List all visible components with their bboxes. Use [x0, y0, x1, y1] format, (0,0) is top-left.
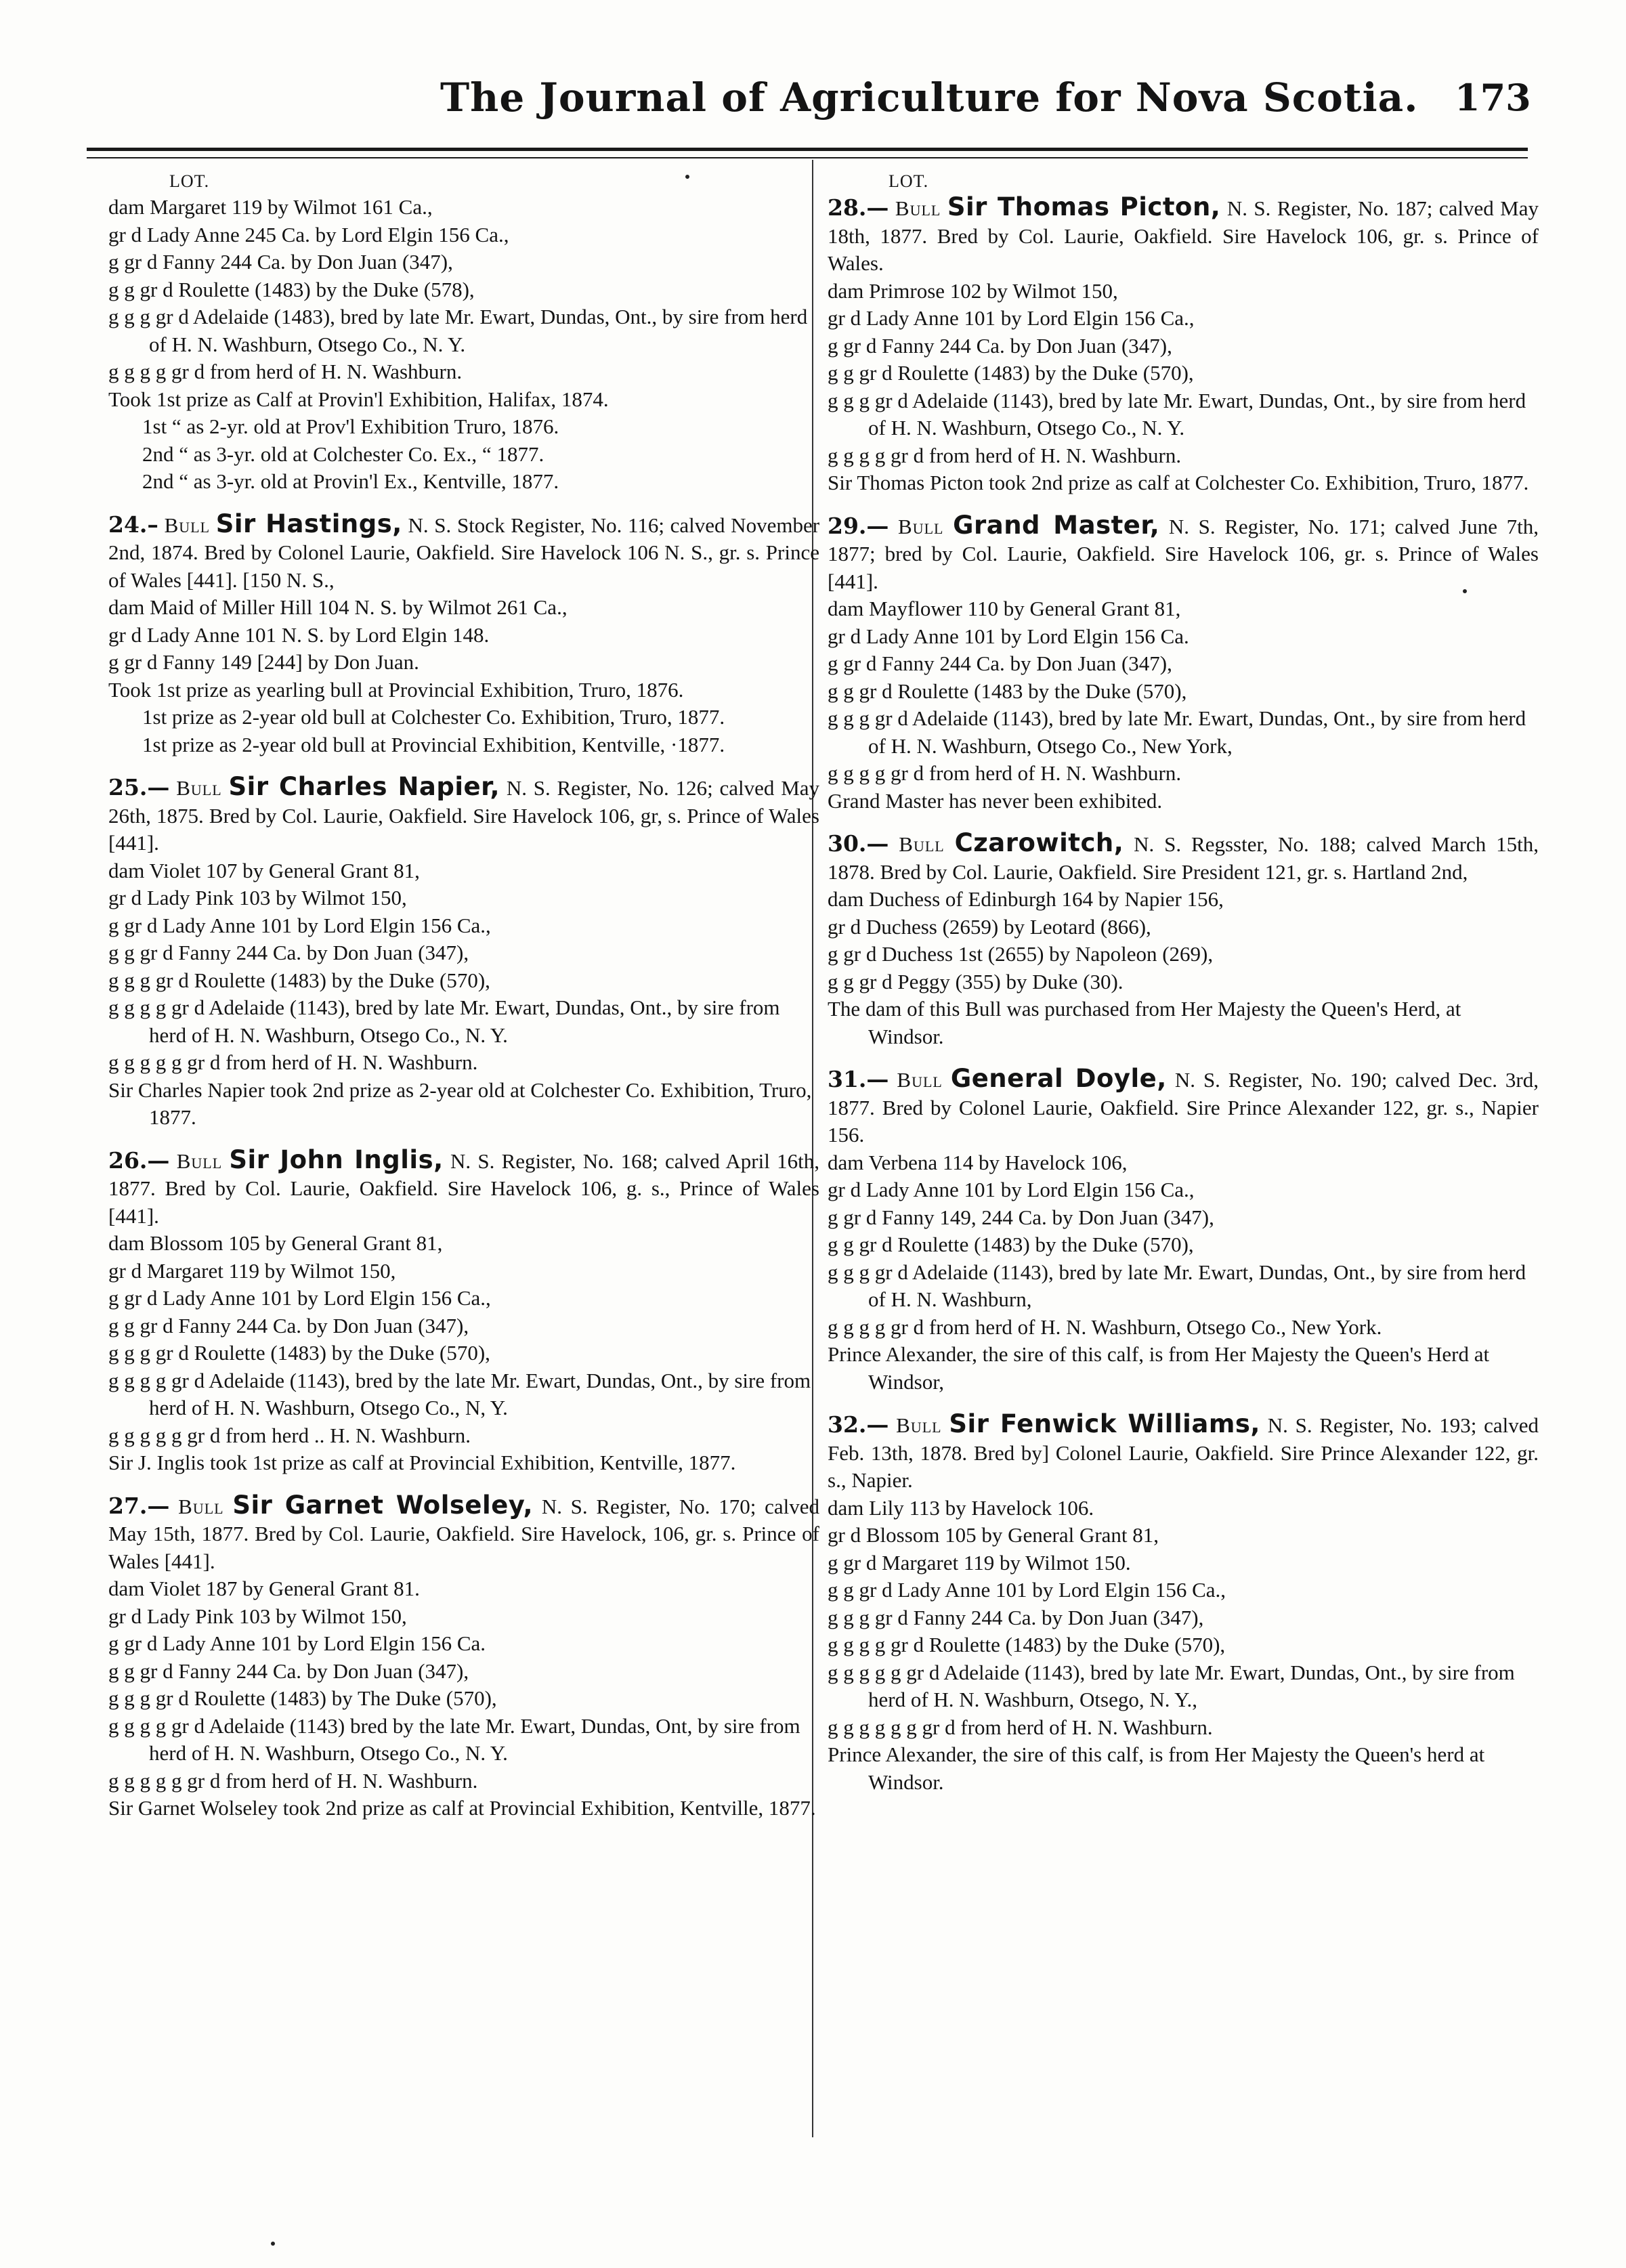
pedigree-line: g g g gr d Roulette (1483) by the Duke (570), [108, 968, 490, 992]
pedigree-line: g g g g gr d Adelaide (1143), bred by late Mr. Ewart, Dundas, Ont., by sire from herd of H. N. Washburn, Otsego Co., N. Y. [108, 996, 786, 1047]
pedigree-line: g gr d Fanny 149, 244 Ca. by Don Juan (347), [828, 1205, 1214, 1229]
left-column [108, 169, 825, 1837]
pedigree-line: g g g gr d Fanny 244 Ca. by Don Juan (347), [828, 1605, 1204, 1629]
entry-heading [828, 510, 1544, 596]
pedigree-line: g gr d Margaret 119 by Wilmot 150. [828, 1550, 1131, 1575]
pedigree-line: gr d Lady Anne 101 by Lord Elgin 156 Ca. [828, 624, 1189, 648]
prize-line: 1st “ as 2-yr. old at Prov'l Exhibition Truro, 1876. [142, 414, 559, 438]
page-header [0, 0, 1626, 156]
pedigree-line: g g g g g gr d from herd .. H. N. Washburn. [108, 1423, 471, 1447]
pedigree-line: dam Duchess of Edinburgh 164 by Napier 156, [828, 887, 1224, 911]
bull-label: Bull [178, 1494, 224, 1518]
pedigree-line: g g gr d Fanny 244 Ca. by Don Juan (347), [108, 1313, 469, 1338]
pedigree-line: dam Mayflower 110 by General Grant 81, [828, 597, 1181, 620]
bull-label: Bull [899, 832, 945, 856]
pedigree-line: g g g g g gr d Adelaide (1143), bred by late Mr. Ewart, Dundas, Ont., by sire from herd of H. N. Washburn, Otsego, N. Y., [828, 1660, 1520, 1711]
pedigree-line: g g g g gr d from herd of H. N. Washburn. [828, 761, 1182, 785]
lot-number: 32.— [828, 1411, 889, 1438]
lot-entry [828, 828, 1544, 1050]
prize-line: Took 1st prize as Calf at Provin'l Exhibition, Halifax, 1874. [108, 387, 609, 411]
pedigree-line: gr d Lady Pink 103 by Wilmot 150, [108, 886, 407, 910]
pedigree-line: g g g g gr d from herd of H. N. Washburn. [828, 443, 1182, 467]
bull-name: Sir Garnet Wolseley, [232, 1490, 534, 1520]
pedigree-line: g g gr d Fanny 244 Ca. by Don Juan (347), [108, 1659, 469, 1683]
pedigree-line: g g gr d Fanny 244 Ca. by Don Juan (347), [108, 941, 469, 964]
lot-entry [828, 192, 1544, 497]
prize-line: 2nd “ as 3-yr. old at Colchester Co. Ex., “ 1877. [142, 442, 544, 466]
pedigree-line: g gr d Lady Anne 101 by Lord Elgin 156 Ca. [108, 1631, 486, 1655]
bull-label: Bull [176, 776, 222, 800]
pedigree-line: g g g gr d Roulette (1483) by The Duke (570), [108, 1686, 497, 1710]
register-details: N. S. Register, No. 171; calved June 7th, 1877; bred by Col. Laurie, Oakfield. Sire Havelock 106, gr. s. Prince of Wales [441]. [828, 514, 1544, 593]
pedigree-line: g gr d Fanny 149 [244] by Don Juan. [108, 650, 419, 674]
bull-label: Bull [176, 1149, 223, 1173]
pedigree-line: Prince Alexander, the sire of this calf, is from Her Majesty the Queen's herd at Windsor. [828, 1742, 1490, 1794]
lot-number: 27.— [108, 1492, 170, 1519]
pedigree-line: Took 1st prize as yearling bull at Provincial Exhibition, Truro, 1876. [108, 677, 684, 702]
lot-number: 28.— [828, 194, 889, 221]
entry-heading [828, 1064, 1544, 1149]
pedigree-line: g g g g g gr d from herd of H. N. Washburn. [108, 1050, 478, 1074]
bull-label: Bull [895, 196, 941, 220]
pedigree-line: Sir Thomas Picton took 2nd prize as calf at Colchester Co. Exhibition, Truro, 1877. [828, 471, 1529, 494]
journal-title: The Journal of Agriculture for Nova Scotia. [440, 74, 1419, 121]
pedigree-line: g gr d Lady Anne 101 by Lord Elgin 156 Ca., [108, 913, 491, 937]
pedigree-line: g gr d Fanny 244 Ca. by Don Juan (347), [108, 250, 453, 274]
pedigree-line: g g g g gr d Adelaide (1143), bred by the late Mr. Ewart, Dundas, Ont., by sire from herd of H. N. Washburn, Otsego Co., N, Y. [108, 1368, 816, 1419]
register-details: N. S. Register, No. 168; calved April 16th, 1877. Bred by Col. Laurie, Oakfield. Sire Havelock 106, g. s., Prince of Wales [441]. [108, 1149, 825, 1228]
pedigree-line: Sir J. Inglis took 1st prize as calf at Provincial Exhibition, Kentville, 1877. [108, 1451, 736, 1474]
pedigree-line: g g g g gr d Roulette (1483) by the Duke (570), [828, 1633, 1226, 1656]
right-entries [828, 192, 1544, 1796]
pedigree-line: dam Blossom 105 by General Grant 81, [108, 1231, 443, 1255]
pedigree-line: g g g g gr d from herd of H. N. Washburn, Otsego Co., New York. [828, 1314, 1382, 1339]
lot-entry [828, 510, 1544, 815]
entry-heading [108, 772, 825, 857]
lot-entry [828, 1409, 1544, 1796]
prize-line: 2nd “ as 3-yr. old at Provin'l Ex., Kentville, 1877. [142, 469, 559, 493]
pedigree-line: g g g gr d Adelaide (1143), bred by late Mr. Ewart, Dundas, Ont., by sire from herd of H. N. Washburn, [828, 1260, 1531, 1311]
register-details: N. S. Register, No. 193; calved Feb. 13th, 1878. Bred by] Colonel Laurie, Oakfield. Sire Prince Alexander 122, gr. s., Napier. [828, 1413, 1544, 1492]
print-speck [685, 175, 689, 179]
pedigree-line: Sir Garnet Wolseley took 2nd prize as calf at Provincial Exhibition, Kentville, 1877. [108, 1796, 816, 1820]
continued-entry [108, 194, 819, 496]
pedigree-line: The dam of this Bull was purchased from Her Majesty the Queen's Herd, at Windsor. [828, 997, 1466, 1048]
pedigree-line: g gr d Duchess 1st (2655) by Napoleon (269), [828, 942, 1214, 966]
pedigree-line: g g gr d Roulette (1483) by the Duke (570), [828, 1233, 1194, 1256]
bull-name: Sir Fenwick Williams, [949, 1409, 1260, 1438]
pedigree-line: dam Maid of Miller Hill 104 N. S. by Wilmot 261 Ca., [108, 595, 568, 619]
entry-heading [828, 828, 1544, 886]
bull-name: General Doyle, [950, 1064, 1167, 1093]
bull-name: Grand Master, [953, 510, 1160, 540]
register-details: N. S. Register, No. 170; calved May 15th, 1877. Bred by Col. Laurie, Oakfield. Sire Havelock, 106, gr. s. Prince of Wales [441]. [108, 1494, 825, 1573]
pedigree-line: dam Verbena 114 by Havelock 106, [828, 1150, 1128, 1174]
register-details: N. S. Regsster, No. 188; calved March 15th, 1878. Bred by Col. Laurie, Oakfield. Sire President 121, gr. s. Hartland 2nd, [828, 832, 1544, 884]
bull-name: Sir John Inglis, [229, 1144, 444, 1174]
pedigree-line: g g gr d Lady Anne 101 by Lord Elgin 156 Ca., [828, 1578, 1226, 1602]
pedigree-line: Sir Charles Napier took 2nd prize as 2-year old at Colchester Co. Exhibition, Truro, 1877. [108, 1077, 817, 1129]
left-entries [108, 509, 825, 1822]
lot-number: 31.— [828, 1066, 889, 1092]
lot-number: 24.– [108, 511, 158, 538]
pedigree-line: g g g g g g gr d from herd of H. N. Washburn. [828, 1715, 1213, 1739]
print-speck [271, 2242, 275, 2246]
pedigree-line: g g g gr d Adelaide (1483), bred by late Mr. Ewart, Dundas, Ont., by sire from herd of H. N. Washburn, Otsego Co., N. Y. [108, 305, 813, 356]
pedigree-line: dam Violet 107 by General Grant 81, [108, 858, 420, 882]
pedigree-line: g gr d Lady Anne 101 by Lord Elgin 156 Ca., [108, 1286, 491, 1310]
lot-entry [108, 509, 825, 759]
pedigree-line: dam Lily 113 by Havelock 106. [828, 1495, 1094, 1520]
bull-name: Sir Charles Napier, [228, 772, 500, 801]
lot-column-label: LOT. [169, 171, 210, 191]
pedigree-line: gr d Lady Anne 101 N. S. by Lord Elgin 148. [108, 622, 490, 647]
pedigree-line: Prince Alexander, the sire of this calf, is from Her Majesty the Queen's Herd at Windsor, [828, 1342, 1495, 1394]
register-details: N. S. Register, No. 190; calved Dec. 3rd, 1877. Bred by Colonel Laurie, Oakfield. Sire Prince Alexander 122, gr. s., Napier 156. [828, 1068, 1544, 1147]
right-column [828, 169, 1544, 1811]
pedigree-line: gr d Margaret 119 by Wilmot 150, [108, 1258, 396, 1283]
pedigree-line: g g g g g gr d from herd of H. N. Washburn. [108, 1768, 478, 1793]
lot-entry [108, 772, 825, 1132]
lot-entry [828, 1064, 1544, 1396]
pedigree-line: g gr d Fanny 244 Ca. by Don Juan (347), [828, 651, 1172, 675]
pedigree-line: g g gr d Peggy (355) by Duke (30). [828, 969, 1124, 993]
pedigree-line: g gr d Fanny 244 Ca. by Don Juan (347), [828, 333, 1172, 358]
bull-label: Bull [164, 513, 211, 537]
lot-number: 29.— [828, 512, 889, 539]
pedigree-line: Grand Master has never been exhibited. [828, 788, 1163, 813]
pedigree-line: gr d Lady Anne 245 Ca. by Lord Elgin 156 Ca., [108, 222, 509, 247]
entry-heading [828, 192, 1544, 278]
lot-entry [108, 1490, 825, 1822]
pedigree-line: gr d Lady Pink 103 by Wilmot 150, [108, 1604, 407, 1628]
lot-column-label: LOT. [889, 171, 929, 191]
entry-heading [108, 1144, 825, 1231]
pedigree-line: g g gr d Roulette (1483 by the Duke (570), [828, 679, 1187, 703]
bull-label: Bull [898, 514, 944, 538]
register-details: N. S. Stock Register, No. 116; calved November 2nd, 1874. Bred by Colonel Laurie, Oakfield. Sire Havelock 106 N. S., gr. s. Prince of Wales [441]. [150 N. S., [108, 513, 825, 592]
prize-note: 1st prize as 2-year old bull at Provincial Exhibition, Kentville, ·1877. [142, 732, 725, 756]
pedigree-line: g g gr d Roulette (1483) by the Duke (578), [108, 277, 475, 301]
entry-heading [828, 1409, 1544, 1495]
header-rule-thin [87, 157, 1528, 158]
pedigree-line: g g g g gr d from herd of H. N. Washburn. [108, 360, 463, 383]
pedigree-line: g g g gr d Roulette (1483) by the Duke (570), [108, 1341, 490, 1365]
pedigree-line: gr d Lady Anne 101 by Lord Elgin 156 Ca., [828, 1178, 1195, 1201]
lot-number: 26.— [108, 1147, 170, 1174]
pedigree-line: dam Margaret 119 by Wilmot 161 Ca., [108, 195, 433, 219]
register-details: N. S. Register, No. 187; calved May 18th, 1877. Bred by Col. Laurie, Oakfield. Sire Havelock 106, gr. s. Prince of Wales. [828, 196, 1544, 275]
register-details: N. S. Register, No. 126; calved May 26th, 1875. Bred by Col. Laurie, Oakfield. Sire Havelock 106, gr, s. Prince of Wales [441]. [108, 776, 825, 855]
pedigree-line: dam Primrose 102 by Wilmot 150, [828, 278, 1118, 303]
pedigree-line: g g g g gr d Adelaide (1143) bred by the late Mr. Ewart, Dundas, Ont, by sire from herd of H. N. Washburn, Otsego Co., N. Y. [108, 1713, 806, 1765]
pedigree-line: g g gr d Roulette (1483) by the Duke (570), [828, 361, 1194, 385]
bull-label: Bull [896, 1413, 942, 1437]
entry-heading [108, 1490, 825, 1576]
header-rule-thick [87, 148, 1528, 151]
entry-heading [108, 509, 825, 595]
lot-number: 30.— [828, 830, 889, 857]
prize-note: 1st prize as 2-year old bull at Colchester Co. Exhibition, Truro, 1877. [142, 705, 725, 729]
print-speck [1463, 589, 1467, 593]
pedigree-line: g g g gr d Adelaide (1143), bred by late Mr. Ewart, Dundas, Ont., by sire from herd of H. N. Washburn, Otsego Co., New York, [828, 706, 1531, 758]
bull-label: Bull [897, 1068, 943, 1092]
pedigree-line: gr d Duchess (2659) by Leotard (866), [828, 914, 1151, 939]
page-number: 173 [1455, 76, 1531, 119]
pedigree-line: g g g gr d Adelaide (1143), bred by late Mr. Ewart, Dundas, Ont., by sire from herd of H. N. Washburn, Otsego Co., N. Y. [828, 388, 1531, 440]
bull-name: Czarowitch, [954, 828, 1124, 857]
lot-number: 25.— [108, 774, 170, 800]
lot-entry [108, 1144, 825, 1477]
pedigree-line: dam Violet 187 by General Grant 81. [108, 1577, 420, 1600]
bull-name: Sir Thomas Picton, [947, 192, 1221, 221]
bull-name: Sir Hastings, [215, 509, 402, 538]
pedigree-line: gr d Blossom 105 by General Grant 81, [828, 1523, 1159, 1547]
pedigree-line: gr d Lady Anne 101 by Lord Elgin 156 Ca., [828, 306, 1195, 330]
